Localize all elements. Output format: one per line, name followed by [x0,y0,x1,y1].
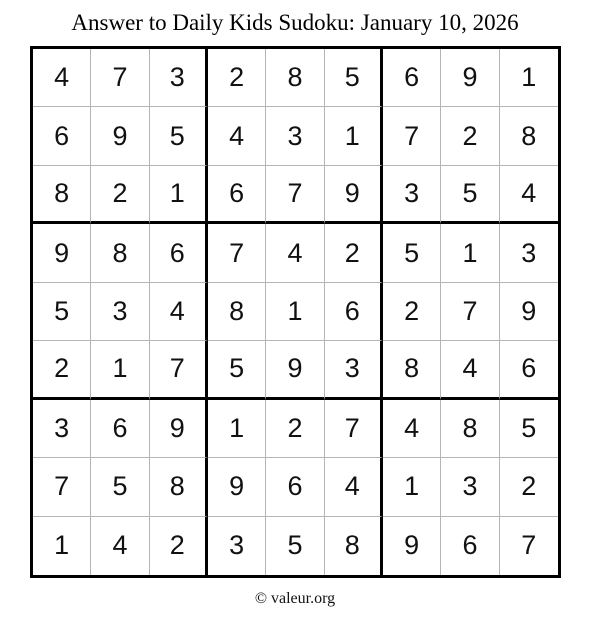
sudoku-cell-r9-c8: 6 [441,517,499,575]
sudoku-cell-r9-c1: 1 [33,517,91,575]
sudoku-cell-r1-c4: 2 [208,49,266,107]
copyright-footer: © valeur.org [254,590,336,607]
sudoku-cell-r8-c2: 5 [91,458,149,516]
sudoku-cell-r6-c4: 5 [208,341,266,399]
sudoku-cell-r8-c7: 1 [383,458,441,516]
sudoku-cell-r4-c8: 1 [441,224,499,282]
sudoku-cell-r8-c8: 3 [441,458,499,516]
sudoku-cell-r5-c9: 9 [500,283,558,341]
sudoku-cell-r4-c5: 4 [266,224,324,282]
sudoku-cell-r8-c9: 2 [500,458,558,516]
sudoku-cell-r8-c5: 6 [266,458,324,516]
sudoku-cell-r6-c6: 3 [325,341,383,399]
sudoku-cell-r4-c2: 8 [91,224,149,282]
sudoku-cell-r2-c7: 7 [383,107,441,165]
sudoku-cell-r1-c9: 1 [500,49,558,107]
sudoku-cell-r2-c5: 3 [266,107,324,165]
sudoku-cell-r2-c8: 2 [441,107,499,165]
sudoku-cell-r7-c3: 9 [150,400,208,458]
sudoku-cell-r1-c2: 7 [91,49,149,107]
sudoku-cell-r9-c5: 5 [266,517,324,575]
sudoku-cell-r5-c5: 1 [266,283,324,341]
sudoku-cell-r4-c7: 5 [383,224,441,282]
sudoku-cell-r3-c6: 9 [325,166,383,224]
sudoku-cell-r5-c8: 7 [441,283,499,341]
sudoku-cell-r3-c4: 6 [208,166,266,224]
sudoku-cell-r3-c9: 4 [500,166,558,224]
sudoku-cell-r1-c8: 9 [441,49,499,107]
sudoku-cell-r5-c6: 6 [325,283,383,341]
sudoku-cell-r2-c6: 1 [325,107,383,165]
sudoku-cell-r7-c6: 7 [325,400,383,458]
sudoku-cell-r3-c3: 1 [150,166,208,224]
sudoku-cell-r8-c1: 7 [33,458,91,516]
sudoku-cell-r5-c1: 5 [33,283,91,341]
sudoku-cell-r4-c1: 9 [33,224,91,282]
sudoku-cell-r8-c4: 9 [208,458,266,516]
sudoku-cell-r9-c3: 2 [150,517,208,575]
sudoku-cell-r1-c7: 6 [383,49,441,107]
sudoku-cell-r7-c1: 3 [33,400,91,458]
sudoku-cell-r1-c5: 8 [266,49,324,107]
sudoku-cell-r2-c1: 6 [33,107,91,165]
sudoku-cell-r4-c3: 6 [150,224,208,282]
sudoku-cell-r6-c1: 2 [33,341,91,399]
sudoku-cell-r2-c4: 4 [208,107,266,165]
sudoku-cell-r2-c3: 5 [150,107,208,165]
sudoku-cell-r6-c7: 8 [383,341,441,399]
sudoku-board [30,46,561,578]
sudoku-cell-r9-c9: 7 [521,530,537,561]
sudoku-cell-r7-c7: 4 [383,400,441,458]
sudoku-cell-r3-c5: 7 [266,166,324,224]
page-title: Answer to Daily Kids Sudoku: January 10, 2026 [71,10,519,35]
sudoku-cell-r4-c4: 7 [208,224,266,282]
sudoku-cell-r9-c7: 9 [383,517,441,575]
sudoku-cell-r7-c5: 2 [266,400,324,458]
sudoku-cell-r3-c7: 3 [383,166,441,224]
sudoku-cell-r5-c3: 4 [150,283,208,341]
sudoku-cell-r2-c2: 9 [91,107,149,165]
sudoku-cell-r1-c3: 3 [150,49,208,107]
sudoku-cell-r4-c6: 2 [325,224,383,282]
sudoku-cell-r7-c4: 1 [208,400,266,458]
sudoku-cell-r9-c6: 8 [325,517,383,575]
sudoku-cell-r7-c2: 6 [91,400,149,458]
sudoku-cell-r6-c3: 7 [150,341,208,399]
sudoku-cell-r7-c8: 8 [441,400,499,458]
sudoku-cell-r3-c8: 5 [441,166,499,224]
sudoku-cell-r7-c9: 5 [500,400,558,458]
sudoku-cell-r9-c4: 3 [208,517,266,575]
sudoku-cell-r3-c2: 2 [91,166,149,224]
sudoku-cell-r5-c4: 8 [208,283,266,341]
sudoku-cell-r1-c1: 4 [33,49,91,107]
sudoku-cell-r5-c7: 2 [383,283,441,341]
sudoku-cell-r8-c6: 4 [325,458,383,516]
sudoku-cell-r6-c9: 6 [500,341,558,399]
sudoku-cell-r1-c6: 5 [325,49,383,107]
sudoku-cell-r4-c9: 3 [500,224,558,282]
sudoku-cell-r9-c2: 4 [91,517,149,575]
sudoku-cell-r6-c8: 4 [441,341,499,399]
sudoku-cell-r6-c2: 1 [91,341,149,399]
sudoku-cell-r3-c1: 8 [33,166,91,224]
sudoku-cell-r5-c2: 3 [91,283,149,341]
sudoku-cell-r8-c3: 8 [150,458,208,516]
sudoku-cell-r6-c5: 9 [266,341,324,399]
sudoku-cell-r2-c9: 8 [500,107,558,165]
